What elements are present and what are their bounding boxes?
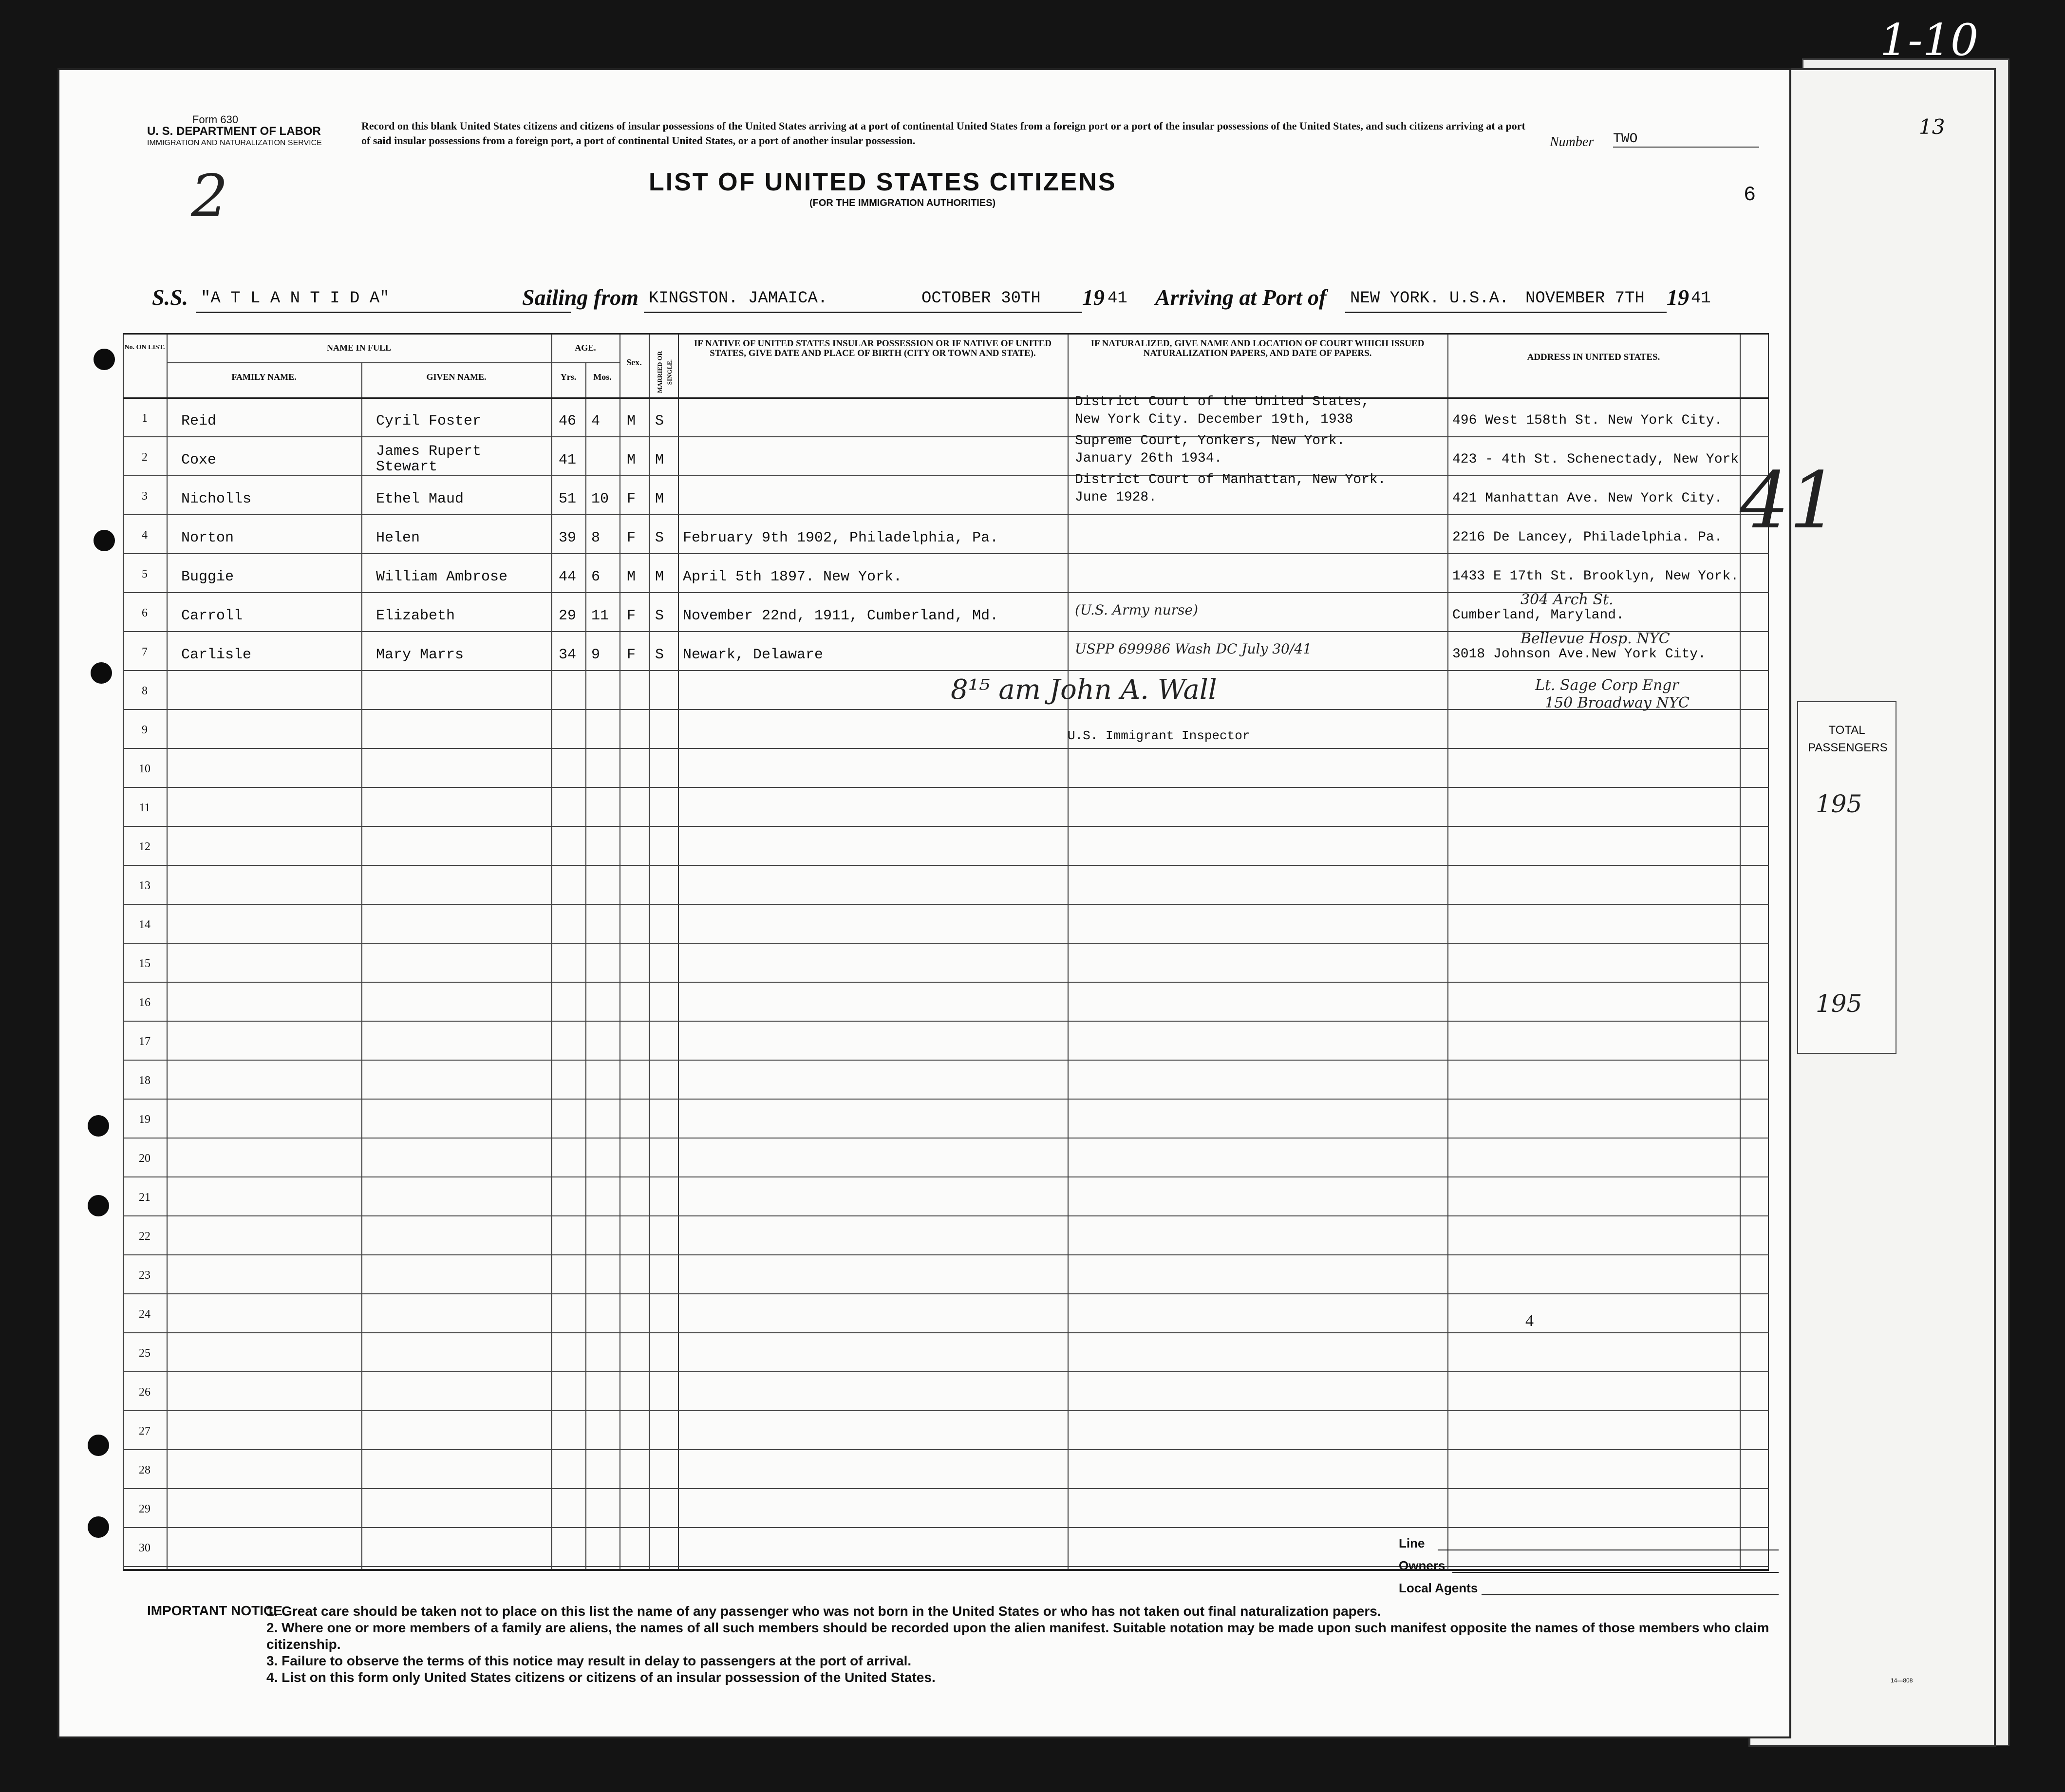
given-name: William Ambrose xyxy=(376,569,508,585)
margin-mark: 41 xyxy=(1740,455,1839,546)
row-line xyxy=(123,904,1769,905)
col-family-name: FAMILY NAME. xyxy=(231,372,297,382)
col-age: AGE. xyxy=(575,343,596,353)
address: 421 Manhattan Ave. New York City. xyxy=(1452,491,1723,506)
row-number: 30 xyxy=(139,1542,150,1554)
corner-mark: 1-10 xyxy=(1880,15,1979,66)
marital-status: S xyxy=(655,413,664,429)
handwritten-number: 2 xyxy=(191,163,228,230)
number-label: Number xyxy=(1550,134,1594,149)
court-line-2: January 26th 1934. xyxy=(1075,451,1222,466)
row-number: 17 xyxy=(139,1035,150,1048)
row-line xyxy=(123,514,1769,515)
row-number: 23 xyxy=(139,1269,150,1282)
notice-4: 4. List on this form only United States citizens or citizens of an insular possession of the United States. xyxy=(266,1670,936,1685)
notice-title: IMPORTANT NOTICE. xyxy=(147,1603,286,1618)
sex: F xyxy=(627,608,636,624)
inspector-label: U.S. Immigrant Inspector xyxy=(1068,728,1250,743)
court-line-1: (U.S. Army nurse) xyxy=(1075,602,1199,618)
row-line xyxy=(123,1215,1769,1216)
page-subtitle: (FOR THE IMMIGRATION AUTHORITIES) xyxy=(809,198,996,208)
family-name: Coxe xyxy=(181,452,217,468)
family-name: Norton xyxy=(181,530,234,546)
agents-label: Local Agents xyxy=(1399,1581,1478,1595)
age-years: 34 xyxy=(559,647,577,663)
given-name: James Rupert xyxy=(376,443,482,460)
age-months: 4 xyxy=(591,413,601,429)
row-line xyxy=(123,1099,1769,1100)
row-number: 1 xyxy=(142,412,148,425)
punch-hole xyxy=(91,662,112,684)
sailing-date: OCTOBER 30TH xyxy=(921,289,1041,308)
sex: F xyxy=(627,647,636,663)
given-name: Elizabeth xyxy=(376,608,455,624)
age-years: 29 xyxy=(559,608,577,624)
ship-name: "A T L A N T I D A" xyxy=(201,289,390,308)
sailing-from: KINGSTON. JAMAICA. xyxy=(649,289,828,308)
arrival-date: NOVEMBER 7TH xyxy=(1525,289,1645,308)
row-number: 24 xyxy=(139,1308,150,1321)
ss-label: S.S. xyxy=(152,285,188,310)
col-sex: Sex. xyxy=(626,357,642,367)
row-number: 20 xyxy=(139,1152,150,1165)
row-number: 7 xyxy=(142,646,148,658)
col-yrs: Yrs. xyxy=(560,372,577,382)
given-name: Ethel Maud xyxy=(376,491,464,507)
row-number: 22 xyxy=(139,1230,150,1243)
age-months: 8 xyxy=(591,530,601,546)
arrival-port: NEW YORK. U.S.A. xyxy=(1350,289,1509,308)
total-value-2: 195 xyxy=(1816,989,1862,1018)
birth-info: November 22nd, 1911, Cumberland, Md. xyxy=(683,608,999,624)
row-number: 25 xyxy=(139,1347,150,1360)
page-title: LIST OF UNITED STATES CITIZENS xyxy=(649,168,1117,196)
row-line xyxy=(123,1371,1769,1372)
family-name: Reid xyxy=(181,413,217,429)
total-value-1: 195 xyxy=(1816,790,1862,818)
given-name: Cyril Foster xyxy=(376,413,482,429)
page-mark-a: 6 xyxy=(1744,183,1756,206)
row-number: 27 xyxy=(139,1425,150,1437)
row-line xyxy=(123,787,1769,788)
year-prefix: 19 xyxy=(1082,285,1105,310)
total-passengers-box xyxy=(1797,701,1896,1054)
mid-number: 4 xyxy=(1525,1312,1534,1330)
court-line-1: District Court of the United States, xyxy=(1075,394,1370,410)
col-address: ADDRESS IN UNITED STATES. xyxy=(1527,352,1660,362)
given-name: Mary Marrs xyxy=(376,647,464,663)
row-number: 29 xyxy=(139,1503,150,1515)
marital-status: S xyxy=(655,647,664,663)
punch-hole xyxy=(94,349,115,370)
signature: 8¹⁵ am John A. Wall xyxy=(951,674,1217,706)
number-value: TWO xyxy=(1613,131,1759,148)
row-line xyxy=(123,1138,1769,1139)
row-number: 3 xyxy=(142,490,148,503)
marital-status: M xyxy=(655,569,664,585)
arrival-year-prefix: 19 xyxy=(1667,285,1689,310)
row-line xyxy=(123,475,1769,476)
family-name: Nicholls xyxy=(181,491,252,507)
row-number: 15 xyxy=(139,957,150,970)
row-line xyxy=(123,1332,1769,1333)
row-number: 19 xyxy=(139,1113,150,1126)
col-birth: IF NATIVE OF UNITED STATES INSULAR POSSESSION OR IF NATIVE OF UNITED STATES, GIVE DATE AND PLACE OF BIRTH (CITY OR TOWN AND STATE). xyxy=(694,338,1052,358)
row-number: 5 xyxy=(142,568,148,580)
record-instructions: Record on this blank United States citizens and citizens of insular possessions of the United States arriving at a port of continental United States from a foreign port or a port of the insular possessions of the United States, and such citizens arriving at a port of said insular possessions from a foreign port, a port of continental United States, or a port of another insular possession. xyxy=(361,120,1525,147)
row-number: 10 xyxy=(139,763,150,775)
row-line xyxy=(123,1293,1769,1294)
sex: M xyxy=(627,569,636,585)
owners-label: Owners xyxy=(1399,1558,1446,1573)
form-number: Form 630 xyxy=(192,113,239,126)
sex: M xyxy=(627,452,636,468)
row-line xyxy=(123,670,1769,671)
age-months: 9 xyxy=(591,647,601,663)
age-years: 51 xyxy=(559,491,577,507)
row-line xyxy=(123,436,1769,437)
family-name: Buggie xyxy=(181,569,234,585)
punch-hole xyxy=(88,1435,109,1456)
address: 496 West 158th St. New York City. xyxy=(1452,413,1723,428)
marital-status: S xyxy=(655,608,664,624)
address-handwritten: Bellevue Hosp. NYC xyxy=(1521,630,1670,647)
court-line-1: District Court of Manhattan, New York. xyxy=(1075,472,1386,487)
row-number: 12 xyxy=(139,840,150,853)
age-years: 44 xyxy=(559,569,577,585)
row-line xyxy=(123,826,1769,827)
age-years: 46 xyxy=(559,413,577,429)
address: 1433 E 17th St. Brooklyn, New York. xyxy=(1452,569,1739,584)
row-number: 9 xyxy=(142,724,148,736)
row-line xyxy=(123,1566,1769,1567)
notice-3: 3. Failure to observe the terms of this notice may result in delay to passengers at the port of arrival. xyxy=(266,1653,912,1668)
marital-status: M xyxy=(655,491,664,507)
row-line xyxy=(123,1060,1769,1061)
address-note-1: Lt. Sage Corp Engr xyxy=(1535,677,1679,694)
row-line xyxy=(123,1410,1769,1411)
row-line xyxy=(123,553,1769,554)
row-number: 2 xyxy=(142,451,148,464)
row-number: 8 xyxy=(142,685,148,697)
given-name: Helen xyxy=(376,530,420,546)
address-note-2: 150 Broadway NYC xyxy=(1545,694,1690,711)
row-line xyxy=(123,1254,1769,1255)
arriving-label: Arriving at Port of xyxy=(1155,285,1327,310)
row-number: 21 xyxy=(139,1191,150,1204)
row-line xyxy=(123,1449,1769,1450)
service: IMMIGRATION AND NATURALIZATION SERVICE xyxy=(147,139,322,147)
line-label: Line xyxy=(1399,1536,1425,1550)
family-name: Carroll xyxy=(181,608,243,624)
age-months: 11 xyxy=(591,608,609,624)
print-code: 14—808 xyxy=(1891,1677,1913,1684)
form-header xyxy=(147,113,322,149)
marital-status: S xyxy=(655,530,664,546)
punch-hole xyxy=(94,530,115,551)
punch-hole xyxy=(88,1516,109,1538)
row-line xyxy=(123,982,1769,983)
row-line xyxy=(123,1527,1769,1528)
row-line xyxy=(123,1021,1769,1022)
age-months: 10 xyxy=(591,491,609,507)
family-name: Carlisle xyxy=(181,647,252,663)
row-line xyxy=(123,865,1769,866)
sailing-label: Sailing from xyxy=(522,285,639,310)
court-line-1: Supreme Court, Yonkers, New York. xyxy=(1075,433,1345,448)
sex: F xyxy=(627,530,636,546)
row-line xyxy=(123,709,1769,710)
row-line xyxy=(123,1488,1769,1489)
col-no: No. ON LIST. xyxy=(124,344,165,351)
age-years: 41 xyxy=(559,452,577,468)
arrival-year-suffix: 41 xyxy=(1691,289,1711,308)
punch-hole xyxy=(88,1115,109,1137)
department: U. S. DEPARTMENT OF LABOR xyxy=(147,125,321,138)
passenger-table xyxy=(123,333,1769,1570)
row-line xyxy=(123,748,1769,749)
punch-hole xyxy=(88,1195,109,1216)
col-name-in-full: NAME IN FULL xyxy=(326,343,391,353)
notice-1: 1. Great care should be taken not to place on this list the name of any passenger who was not born in the United States or who has not taken out final naturalization papers. xyxy=(266,1604,1381,1619)
given-name-2: Stewart xyxy=(376,459,438,475)
col-naturalized: IF NATURALIZED, GIVE NAME AND LOCATION OF COURT WHICH ISSUED NATURALIZATION PAPERS, AND DATE OF PAPERS. xyxy=(1090,338,1425,358)
court-line-2: New York City. December 19th, 1938 xyxy=(1075,412,1353,427)
col-married: MARRIED OR SINGLE. xyxy=(656,351,673,393)
row-number: 6 xyxy=(142,607,148,619)
col-mos: Mos. xyxy=(593,372,612,382)
birth-info: Newark, Delaware xyxy=(683,647,824,663)
row-number: 16 xyxy=(139,996,150,1009)
address: 423 - 4th St. Schenectady, New York xyxy=(1452,452,1739,467)
court-line-1: USPP 699986 Wash DC July 30/41 xyxy=(1075,641,1312,657)
sex: F xyxy=(627,491,636,507)
total-label: TOTAL PASSENGERS xyxy=(1808,724,1888,754)
row-number: 4 xyxy=(142,529,148,541)
court-line-2: June 1928. xyxy=(1075,490,1157,505)
address: Cumberland, Maryland. xyxy=(1452,608,1624,623)
page-mark-b: 13 xyxy=(1919,115,1945,139)
row-line xyxy=(123,943,1769,944)
year-suffix: 41 xyxy=(1108,289,1127,308)
address: 2216 De Lancey, Philadelphia. Pa. xyxy=(1452,530,1723,545)
col-given-name: GIVEN NAME. xyxy=(426,372,487,382)
row-number: 14 xyxy=(139,918,150,931)
address-handwritten: 304 Arch St. xyxy=(1521,591,1614,608)
notice-2: 2. Where one or more members of a family are aliens, the names of all such members should be recorded upon the alien manifest. Suitable notation may be made upon such manifest opposite the names of those members who claim citizenship. xyxy=(266,1620,1769,1652)
row-number: 26 xyxy=(139,1386,150,1399)
notice-list xyxy=(266,1603,1791,1686)
address: 3018 Johnson Ave.New York City. xyxy=(1452,647,1706,662)
row-number: 18 xyxy=(139,1074,150,1087)
row-number: 13 xyxy=(139,879,150,892)
age-months: 6 xyxy=(591,569,601,585)
row-number: 28 xyxy=(139,1464,150,1476)
birth-info: February 9th 1902, Philadelphia, Pa. xyxy=(683,530,999,546)
sex: M xyxy=(627,413,636,429)
row-number: 11 xyxy=(139,802,150,814)
marital-status: M xyxy=(655,452,664,468)
age-years: 39 xyxy=(559,530,577,546)
row-line xyxy=(123,1176,1769,1177)
birth-info: April 5th 1897. New York. xyxy=(683,569,902,585)
